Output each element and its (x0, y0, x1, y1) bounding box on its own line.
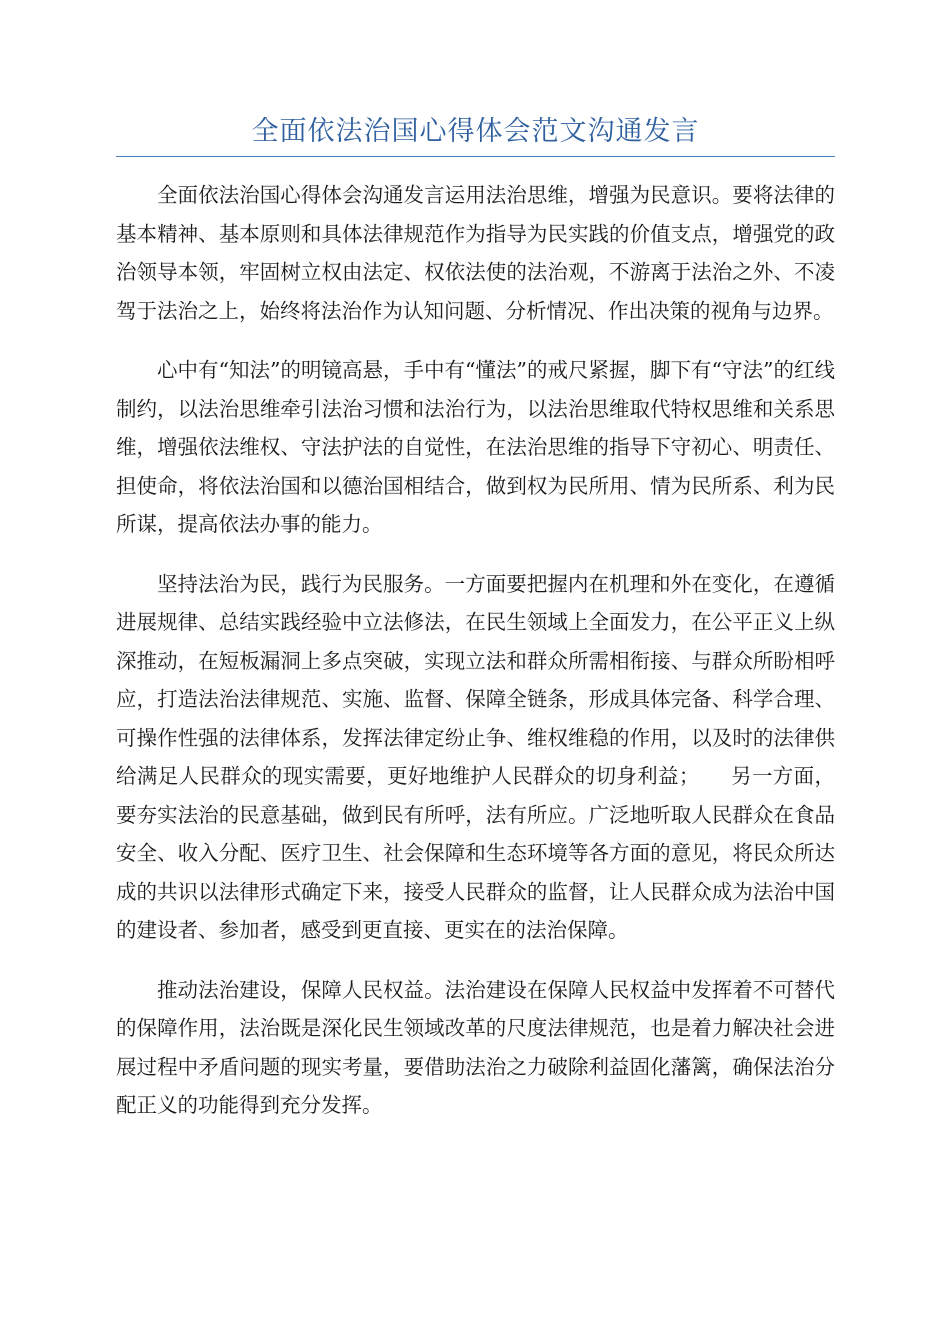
paragraph-1: 全面依法治国心得体会沟通发言运用法治思维，增强为民意识。要将法律的基本精神、基本原则和具体法律规范作为指导为民实践的价值支点，增强党的政治领导本领，牢固树立权由法定、权依法使的法治观，不游离于法治之外、不凌驾于法治之上，始终将法治作为认知问题、分析情况、作出决策的视角与边界。 (116, 183, 835, 323)
paragraph-3: 坚持法治为民，践行为民服务。一方面要把握内在机理和外在变化，在遵循进展规律、总结实践经验中立法修法，在民生领域上全面发力，在公平正义上纵深推动，在短板漏洞上多点突破，实现立法和群众所需相衔接、与群众所盼相呼应，打造法治法律规范、实施、监督、保障全链条，形成具体完备、科学合理、可操作性强的法律体系，发挥法律定纷止争、维权维稳的作用，以及时的法律供给满足人民群众的现实需要，更好地维护人民群众的切身利益； 另一方面，要夯实法治的民意基础，做到民有所呼，法有所应。广泛地听取人民群众在食品安全、收入分配、医疗卫生、社会保障和生态环境等各方面的意见，将民众所达成的共识以法律形式确定下来，接受人民群众的监督，让人民群众成为法治中国的建设者、参加者，感受到更直接、更实在的法治保障。 (116, 571, 835, 942)
title-block (116, 112, 835, 157)
paragraph-4: 推动法治建设，保障人民权益。法治建设在保障人民权益中发挥着不可替代的保障作用，法治既是深化民生领域改革的尺度法律规范，也是着力解决社会进展过程中矛盾问题的现实考量，要借助法治之力破除利益固化藩篱，确保法治分配正义的功能得到充分发挥。 (116, 977, 835, 1117)
document-title: 全面依法治国心得体会范文沟通发言 (251, 116, 700, 147)
paragraph-2: 心中有“知法”的明镜高悬，手中有“懂法”的戒尺紧握，脚下有“守法”的红线制约，以法治思维牵引法治习惯和法治行为，以法治思维取代特权思维和关系思维，增强依法维权、守法护法的自觉性，在法治思维的指导下守初心、明责任、担使命，将依法治国和以德治国相结合，做到权为民所用、情为民所系、利为民所谋，提高依法办事的能力。 (116, 358, 835, 536)
document-body (116, 176, 835, 1146)
